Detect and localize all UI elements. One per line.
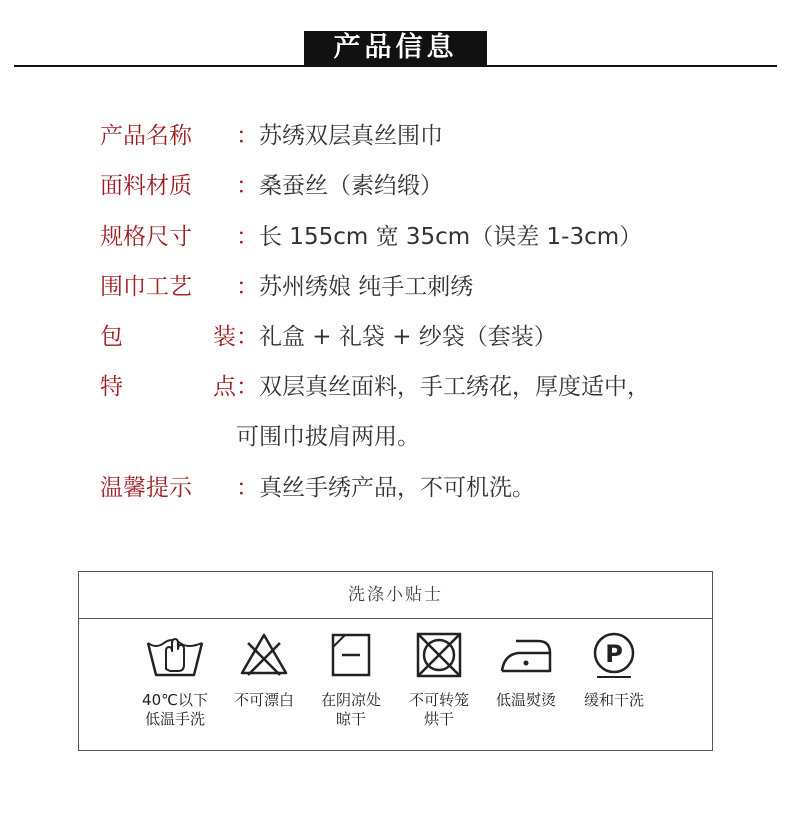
care-label: 40℃以下 — [142, 691, 208, 709]
dry-clean-p-icon — [588, 629, 640, 681]
info-value: 桑蚕丝（素绉缎） — [259, 173, 443, 199]
svg-text:P: P — [605, 640, 623, 668]
info-row-size — [100, 219, 642, 255]
info-colon: ： — [236, 324, 259, 350]
info-row-packaging — [100, 319, 557, 355]
info-value: 双层真丝面料，手工绣花，厚度适中， — [259, 374, 650, 400]
info-label: 规格尺寸 — [100, 224, 192, 250]
care-label: 低温手洗 — [144, 710, 205, 728]
info-row-tips — [100, 470, 535, 506]
info-row-features — [100, 369, 650, 405]
care-label: 缓和干洗 — [583, 691, 644, 709]
care-item-hand-wash — [132, 629, 218, 729]
care-item-no-bleach — [221, 629, 307, 710]
info-row-product-name — [100, 118, 443, 154]
info-label: 温馨提示 — [100, 475, 192, 501]
hand-wash-40-icon — [144, 629, 206, 681]
info-value: 真丝手绣产品，不可机洗。 — [259, 475, 535, 501]
iron-low-icon — [496, 629, 556, 681]
info-colon: ： — [236, 374, 259, 400]
care-label: 不可漂白 — [233, 691, 294, 709]
care-item-dry-shade — [308, 629, 394, 729]
care-label: 烘干 — [423, 710, 454, 728]
info-value: 苏绣双层真丝围巾 — [259, 123, 443, 149]
care-label: 不可转笼 — [408, 691, 469, 709]
info-colon: ： — [236, 274, 259, 300]
care-title: 洗涤小贴士 — [79, 572, 712, 619]
info-colon: ： — [236, 123, 259, 149]
info-label: 围巾工艺 — [100, 274, 192, 300]
care-item-iron-low — [483, 629, 569, 710]
do-not-tumble-dry-icon — [413, 629, 465, 681]
dry-flat-shade-icon — [325, 629, 377, 681]
info-value-continued: 可围巾披肩两用。 — [236, 424, 420, 450]
care-label: 在阴凉处 — [320, 691, 381, 709]
care-item-no-tumble-dry — [396, 629, 482, 729]
info-label: 包装 — [100, 324, 236, 350]
title-divider — [14, 65, 777, 67]
page-title: 产品信息 — [304, 31, 487, 65]
info-row-material — [100, 168, 443, 204]
info-colon: ： — [236, 224, 259, 250]
info-label: 产品名称 — [100, 123, 192, 149]
do-not-bleach-icon — [238, 629, 290, 681]
info-value: 礼盒 + 礼袋 + 纱袋（套装） — [259, 324, 557, 350]
info-value: 苏州绣娘 纯手工刺绣 — [259, 274, 474, 300]
info-value: 长 155cm 宽 35cm（误差 1-3cm） — [259, 224, 643, 250]
care-instructions-box — [78, 571, 713, 751]
info-colon: ： — [236, 173, 259, 199]
care-label: 晾干 — [335, 710, 366, 728]
info-label: 特点 — [100, 374, 236, 400]
info-colon: ： — [236, 475, 259, 501]
info-label: 面料材质 — [100, 173, 192, 199]
care-label: 低温熨烫 — [495, 691, 556, 709]
info-row-craft — [100, 269, 473, 305]
care-item-dry-clean — [571, 629, 657, 710]
